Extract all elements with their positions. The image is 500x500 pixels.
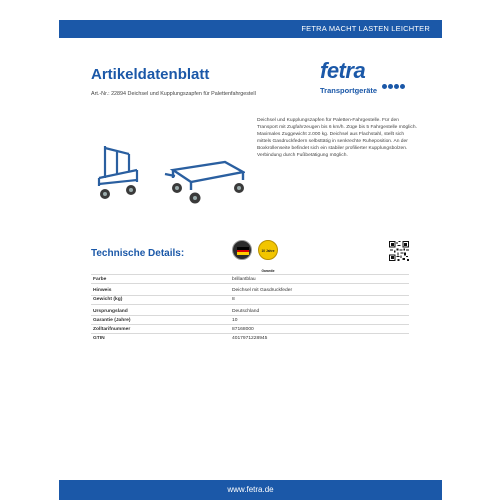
spec-row: [91, 295, 409, 304]
spec-value: 4017971228945: [232, 335, 268, 341]
warranty-badge: 10 Jahre Garantie: [258, 240, 278, 260]
spec-row: [91, 284, 409, 296]
spec-label: Hinweis: [93, 288, 112, 293]
tech-details-heading: Technische Details:: [91, 248, 185, 259]
spec-value: Deichsel mit Gasdruckfeder: [232, 288, 293, 293]
spec-row: [91, 275, 409, 284]
spec-value: Deutschland: [232, 308, 260, 314]
cart-drawbar-view: [99, 146, 137, 186]
spec-label: GTIN: [93, 335, 105, 341]
fetra-logo[interactable]: [320, 58, 420, 98]
germany-flag-icon: [237, 247, 249, 255]
spec-value: 8: [232, 297, 235, 302]
footer-banner: [59, 480, 442, 500]
logo-tagline: Transportgeräte: [320, 86, 378, 95]
product-image: [95, 140, 245, 210]
product-description: Deichsel und Kupplungszapfen für Paletten-Fahrgestelle. Für den Transport mit Zugfahrzeugen bis 6 km/h. Züge bis 5 Fahrgestelle möglich. Maximales Zuggewicht 2.000 kg. Deichsel aus Flachstahl, stellt sich mittels Gasdruckfedern selbsttätig in senkrechte Ruheposition. An der Boxkrollenseite befindet sich ein stabiler profilierter Kupplungsbolzen. Verbindung durch Fußbetätigung möglich.: [257, 118, 417, 159]
header-tagline: FETRA MACHT LASTEN LEICHTER: [301, 24, 430, 33]
document-title: Artikeldatenblatt: [91, 66, 210, 83]
spec-row: [91, 325, 409, 334]
spec-label: Ursprungsland: [93, 308, 128, 314]
spec-value: brillantblau: [232, 276, 256, 282]
made-in-germany-badge: [232, 240, 252, 260]
spec-value: 10: [232, 317, 238, 323]
spec-label: Garantie (Jahre): [93, 317, 131, 323]
qr-code-icon[interactable]: [389, 241, 409, 261]
spec-label: Farbe: [93, 276, 107, 282]
spec-value: 87168000: [232, 326, 254, 332]
spec-label: Gewicht (kg): [93, 297, 123, 302]
spec-row: [91, 334, 409, 343]
spec-table: [91, 274, 409, 342]
spec-label: Zolltarifnummer: [93, 326, 131, 332]
logo-wordmark: fetra: [320, 58, 366, 83]
footer-url-link[interactable]: www.fetra.de: [227, 485, 274, 494]
spec-row: [91, 316, 409, 325]
logo-dots-icon: [382, 76, 406, 94]
spec-row: [91, 304, 409, 316]
header-banner: [59, 20, 442, 38]
document-subtitle: Art.-Nr.: 22894 Deichsel und Kupplungszapfen für Palettenfahrgestell: [91, 91, 256, 97]
